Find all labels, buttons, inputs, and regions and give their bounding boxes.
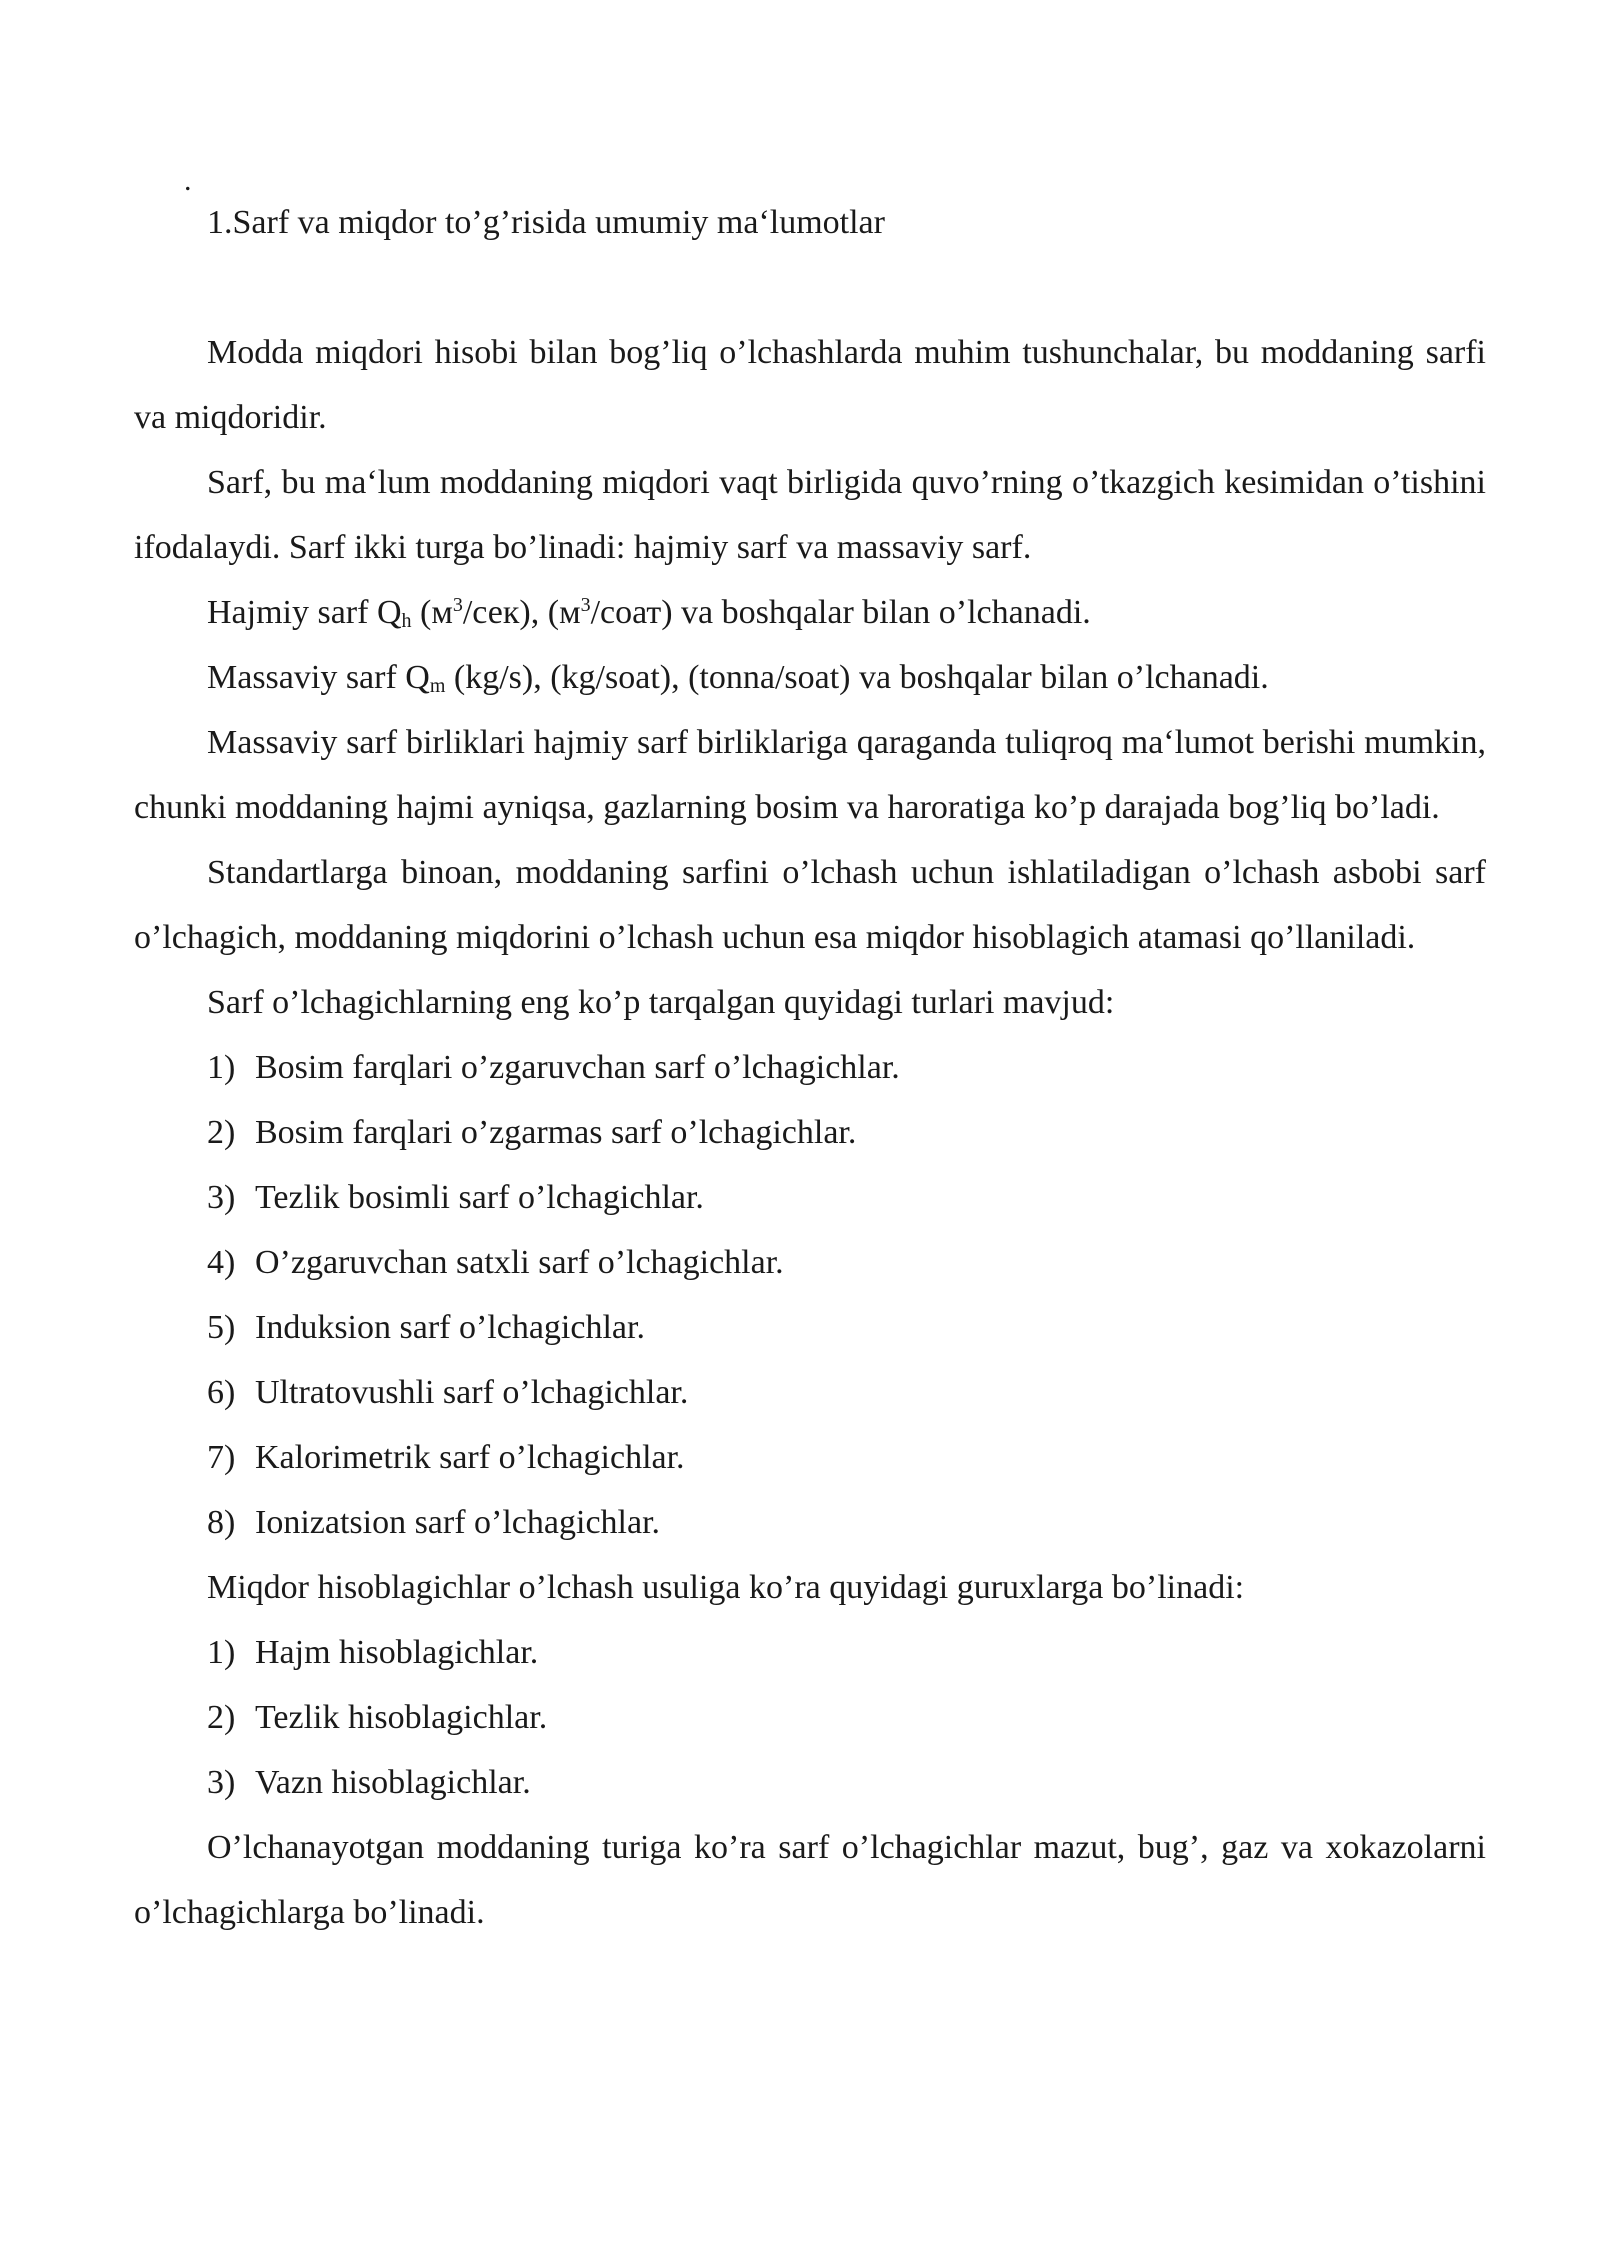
list-number: 8): [207, 1504, 236, 1541]
list-number: 3): [207, 1764, 236, 1801]
list-item: [134, 1035, 1486, 1100]
list-number: 4): [207, 1244, 236, 1281]
list-text: Tezlik bosimli sarf o’lchagichlar.: [255, 1179, 704, 1216]
list-number: 6): [207, 1374, 236, 1411]
list-number: 7): [207, 1439, 236, 1476]
list-item: [134, 1165, 1486, 1230]
list-text: Induksion sarf o’lchagichlar.: [255, 1309, 645, 1346]
list-number: 1): [207, 1049, 236, 1086]
section-heading: 1.Sarf va miqdor to’g’risida umumiy ma‘lumotlar: [207, 204, 885, 241]
list-text: Tezlik hisoblagichlar.: [255, 1699, 548, 1736]
list-text: Hajm hisoblagichlar.: [255, 1634, 539, 1671]
hajmiy-rest: /соат) va boshqalar bilan o’lchanadi.: [590, 594, 1091, 631]
list-number: 2): [207, 1699, 236, 1736]
list-text: Ionizatsion sarf o’lchagichlar.: [255, 1504, 661, 1541]
closing-paragraph: O’lchanayotgan moddaning turiga ko’ra sarf o’lchagichlar mazut, bug’, gaz va xokazolarni o’lchagichlarga bo’linadi.: [134, 1829, 1486, 1931]
list-number: 5): [207, 1309, 236, 1346]
list-item: [134, 1425, 1486, 1490]
list-item: [134, 1685, 1486, 1750]
massaviy-subscript: m: [429, 675, 446, 697]
list-item: [134, 1490, 1486, 1555]
list-item: [134, 1360, 1486, 1425]
list-item: [134, 1620, 1486, 1685]
hajmiy-unit-open: (м: [411, 594, 453, 631]
list-number: 1): [207, 1634, 236, 1671]
sarf-definition-paragraph: Sarf, bu ma‘lum moddaning miqdori vaqt birligida quvo’rning o’tkazgich kesimidan o’tishini ifodalaydi. Sarf ikki turga bo’linadi: hajmiy sarf va massaviy sarf.: [134, 464, 1486, 566]
meter-types-list: [134, 1035, 1486, 1555]
massaviy-sarf-line: [134, 645, 1486, 710]
hajmiy-superscript-1: 3: [452, 594, 463, 616]
counter-groups-list: [134, 1620, 1486, 1815]
page-marker: .: [184, 164, 192, 197]
hajmiy-prefix: Hajmiy sarf Q: [207, 594, 402, 631]
list-item: [134, 1100, 1486, 1165]
list-item: [134, 1295, 1486, 1360]
standards-paragraph: Standartlarga binoan, moddaning sarfini o’lchash uchun ishlatiladigan o’lchash asbobi sarf o’lchagich, moddaning miqdorini o’lchash uchun esa miqdor hisoblagich atamasi qo’llaniladi.: [134, 854, 1486, 956]
list-text: Kalorimetrik sarf o’lchagichlar.: [255, 1439, 685, 1476]
hajmiy-sarf-line: [134, 580, 1486, 645]
list-text: Bosim farqlari o’zgarmas sarf o’lchagichlar.: [255, 1114, 857, 1151]
list-item: [134, 1750, 1486, 1815]
spacer: [134, 255, 1486, 320]
hajmiy-unit-close: /сек), (м: [462, 594, 581, 631]
list-text: Vazn hisoblagichlar.: [255, 1764, 531, 1801]
hajmiy-subscript: h: [401, 610, 412, 632]
document-body: [134, 190, 1486, 1945]
massaviy-rest: (kg/s), (kg/soat), (tonna/soat) va boshqalar bilan o’lchanadi.: [445, 659, 1269, 696]
list-number: 3): [207, 1179, 236, 1216]
massaviy-prefix: Massaviy sarf Q: [207, 659, 430, 696]
counter-groups-intro: Miqdor hisoblagichlar o’lchash usuliga ko’ra quyidagi guruxlarga bo’linadi:: [207, 1569, 1245, 1606]
list-item: [134, 1230, 1486, 1295]
meter-types-intro: Sarf o’lchagichlarning eng ko’p tarqalgan quyidagi turlari mavjud:: [207, 984, 1115, 1021]
hajmiy-superscript-2: 3: [580, 594, 591, 616]
massaviy-units-paragraph: Massaviy sarf birliklari hajmiy sarf birliklariga qaraganda tuliqroq ma‘lumot berishi mumkin, chunki moddaning hajmi ayniqsa, gazlarning bosim va haroratiga ko’p darajada bog’liq bo’ladi.: [134, 724, 1486, 826]
list-text: Ultratovushli sarf o’lchagichlar.: [255, 1374, 689, 1411]
list-text: O’zgaruvchan satxli sarf o’lchagichlar.: [255, 1244, 784, 1281]
intro-paragraph: Modda miqdori hisobi bilan bog’liq o’lchashlarda muhim tushunchalar, bu moddaning sarfi va miqdoridir.: [134, 334, 1486, 436]
list-number: 2): [207, 1114, 236, 1151]
list-text: Bosim farqlari o’zgaruvchan sarf o’lchagichlar.: [255, 1049, 900, 1086]
